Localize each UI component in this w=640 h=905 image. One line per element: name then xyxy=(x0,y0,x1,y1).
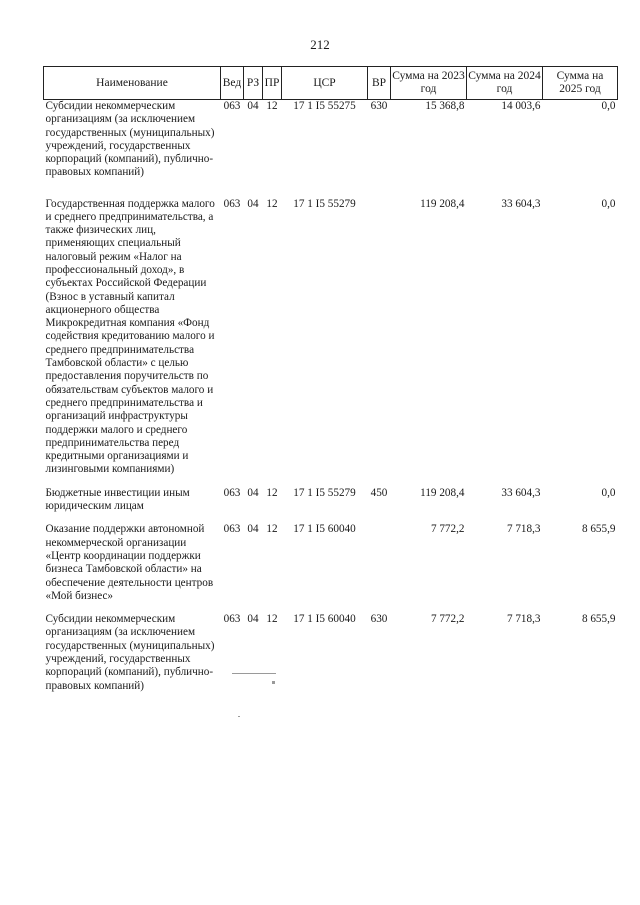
cell-sum-2025: 0,0 xyxy=(601,100,616,112)
header-name: Наименование xyxy=(44,67,221,100)
scan-artifact xyxy=(232,673,276,674)
cell-csr: 17 1 I5 55275 xyxy=(293,100,356,112)
header-rz: РЗ xyxy=(244,67,263,100)
cell-pr: 12 xyxy=(266,100,278,112)
cell-sum-2025: 8 655,9 xyxy=(581,523,616,536)
cell-sum-2025: 0,0 xyxy=(601,486,616,499)
header-ved: Вед xyxy=(221,67,244,100)
cell-rz: 04 xyxy=(247,613,259,626)
table-row xyxy=(44,198,618,487)
cell-sum-2023: 119 208,4 xyxy=(420,197,465,210)
cell-sum-2023: 7 772,2 xyxy=(430,613,465,626)
cell-ved: 063 xyxy=(223,100,241,112)
cell-name: Бюджетные инвестиции иным юридическим лицам xyxy=(45,486,190,513)
cell-name: Государственная поддержка малого и среднего предпринимательства, а также физических лиц, применяющих специальный налоговый режим «Налог на профессиональный доход», в субъектах Российской Федерации (Взнос в уставный капитал акционерного общества Микрокредитная компания «Фонд содействия кредитованию малого и среднего предпринимательства Тамбовской области» с целью предоставления поручительств по обязательствам субъектов малого и среднего предпринимательства и организаций инфраструктуры поддержки малого и среднего предпринимательства перед кредитными организациями и лизинговыми компаниями) xyxy=(45,197,215,476)
cell-sum-2024: 7 718,3 xyxy=(506,613,541,626)
cell-sum-2025: 0,0 xyxy=(601,197,616,210)
cell-vr: 450 xyxy=(370,486,388,499)
header-vr: ВР xyxy=(368,67,391,100)
cell-name: Субсидии некоммерческим организациям (за исключением государственных (муниципальных) учреждений, государственных корпораций (компаний), публично-правовых компаний) xyxy=(45,100,215,179)
cell-name: Субсидии некоммерческим организациям (за исключением государственных (муниципальных) учреждений, государственных корпораций (компаний), публично-правовых компаний) xyxy=(45,613,215,692)
cell-ved: 063 xyxy=(223,486,241,499)
header-csr: ЦСР xyxy=(282,67,368,100)
cell-csr: 17 1 I5 55279 xyxy=(293,486,356,499)
cell-sum-2024: 14 003,6 xyxy=(501,100,541,112)
scan-artifact xyxy=(238,716,240,717)
cell-sum-2024: 33 604,3 xyxy=(501,197,541,210)
cell-sum-2023: 119 208,4 xyxy=(420,486,465,499)
header-pr: ПР xyxy=(263,67,282,100)
cell-csr: 17 1 I5 55279 xyxy=(293,197,356,210)
cell-sum-2023: 15 368,8 xyxy=(425,100,465,112)
table-header-row xyxy=(44,67,618,100)
cell-rz: 04 xyxy=(247,197,259,210)
table-row xyxy=(44,100,618,198)
cell-ved: 063 xyxy=(223,613,241,626)
cell-rz: 04 xyxy=(247,100,259,112)
cell-pr: 12 xyxy=(266,523,278,536)
cell-sum-2025: 8 655,9 xyxy=(581,613,616,626)
cell-vr xyxy=(368,198,391,487)
page-number: 212 xyxy=(310,37,330,52)
table-row xyxy=(44,487,618,524)
table-row xyxy=(44,613,618,703)
cell-pr: 12 xyxy=(266,197,278,210)
scan-artifact xyxy=(272,681,275,684)
table-row xyxy=(44,523,618,613)
cell-vr xyxy=(368,523,391,613)
cell-rz: 04 xyxy=(247,523,259,536)
cell-pr: 12 xyxy=(266,486,278,499)
header-sum-2025: Сумма на 2025 год xyxy=(543,67,618,100)
cell-csr: 17 1 I5 60040 xyxy=(293,523,356,536)
cell-sum-2024: 7 718,3 xyxy=(506,523,541,536)
cell-rz: 04 xyxy=(247,486,259,499)
cell-pr: 12 xyxy=(266,613,278,626)
cell-ved: 063 xyxy=(223,197,241,210)
cell-ved: 063 xyxy=(223,523,241,536)
header-sum-2023: Сумма на 2023 год xyxy=(391,67,467,100)
cell-vr: 630 xyxy=(370,613,388,626)
cell-csr: 17 1 I5 60040 xyxy=(293,613,356,626)
cell-sum-2023: 7 772,2 xyxy=(430,523,465,536)
cell-sum-2024: 33 604,3 xyxy=(501,486,541,499)
header-sum-2024: Сумма на 2024 год xyxy=(467,67,543,100)
cell-name: Оказание поддержки автономной некоммерческой организации «Центр координации поддержки бизнеса Тамбовской области» на обеспечение деятельности центров «Мой бизнес» xyxy=(45,523,214,602)
cell-vr: 630 xyxy=(370,100,388,112)
budget-table xyxy=(43,66,618,703)
